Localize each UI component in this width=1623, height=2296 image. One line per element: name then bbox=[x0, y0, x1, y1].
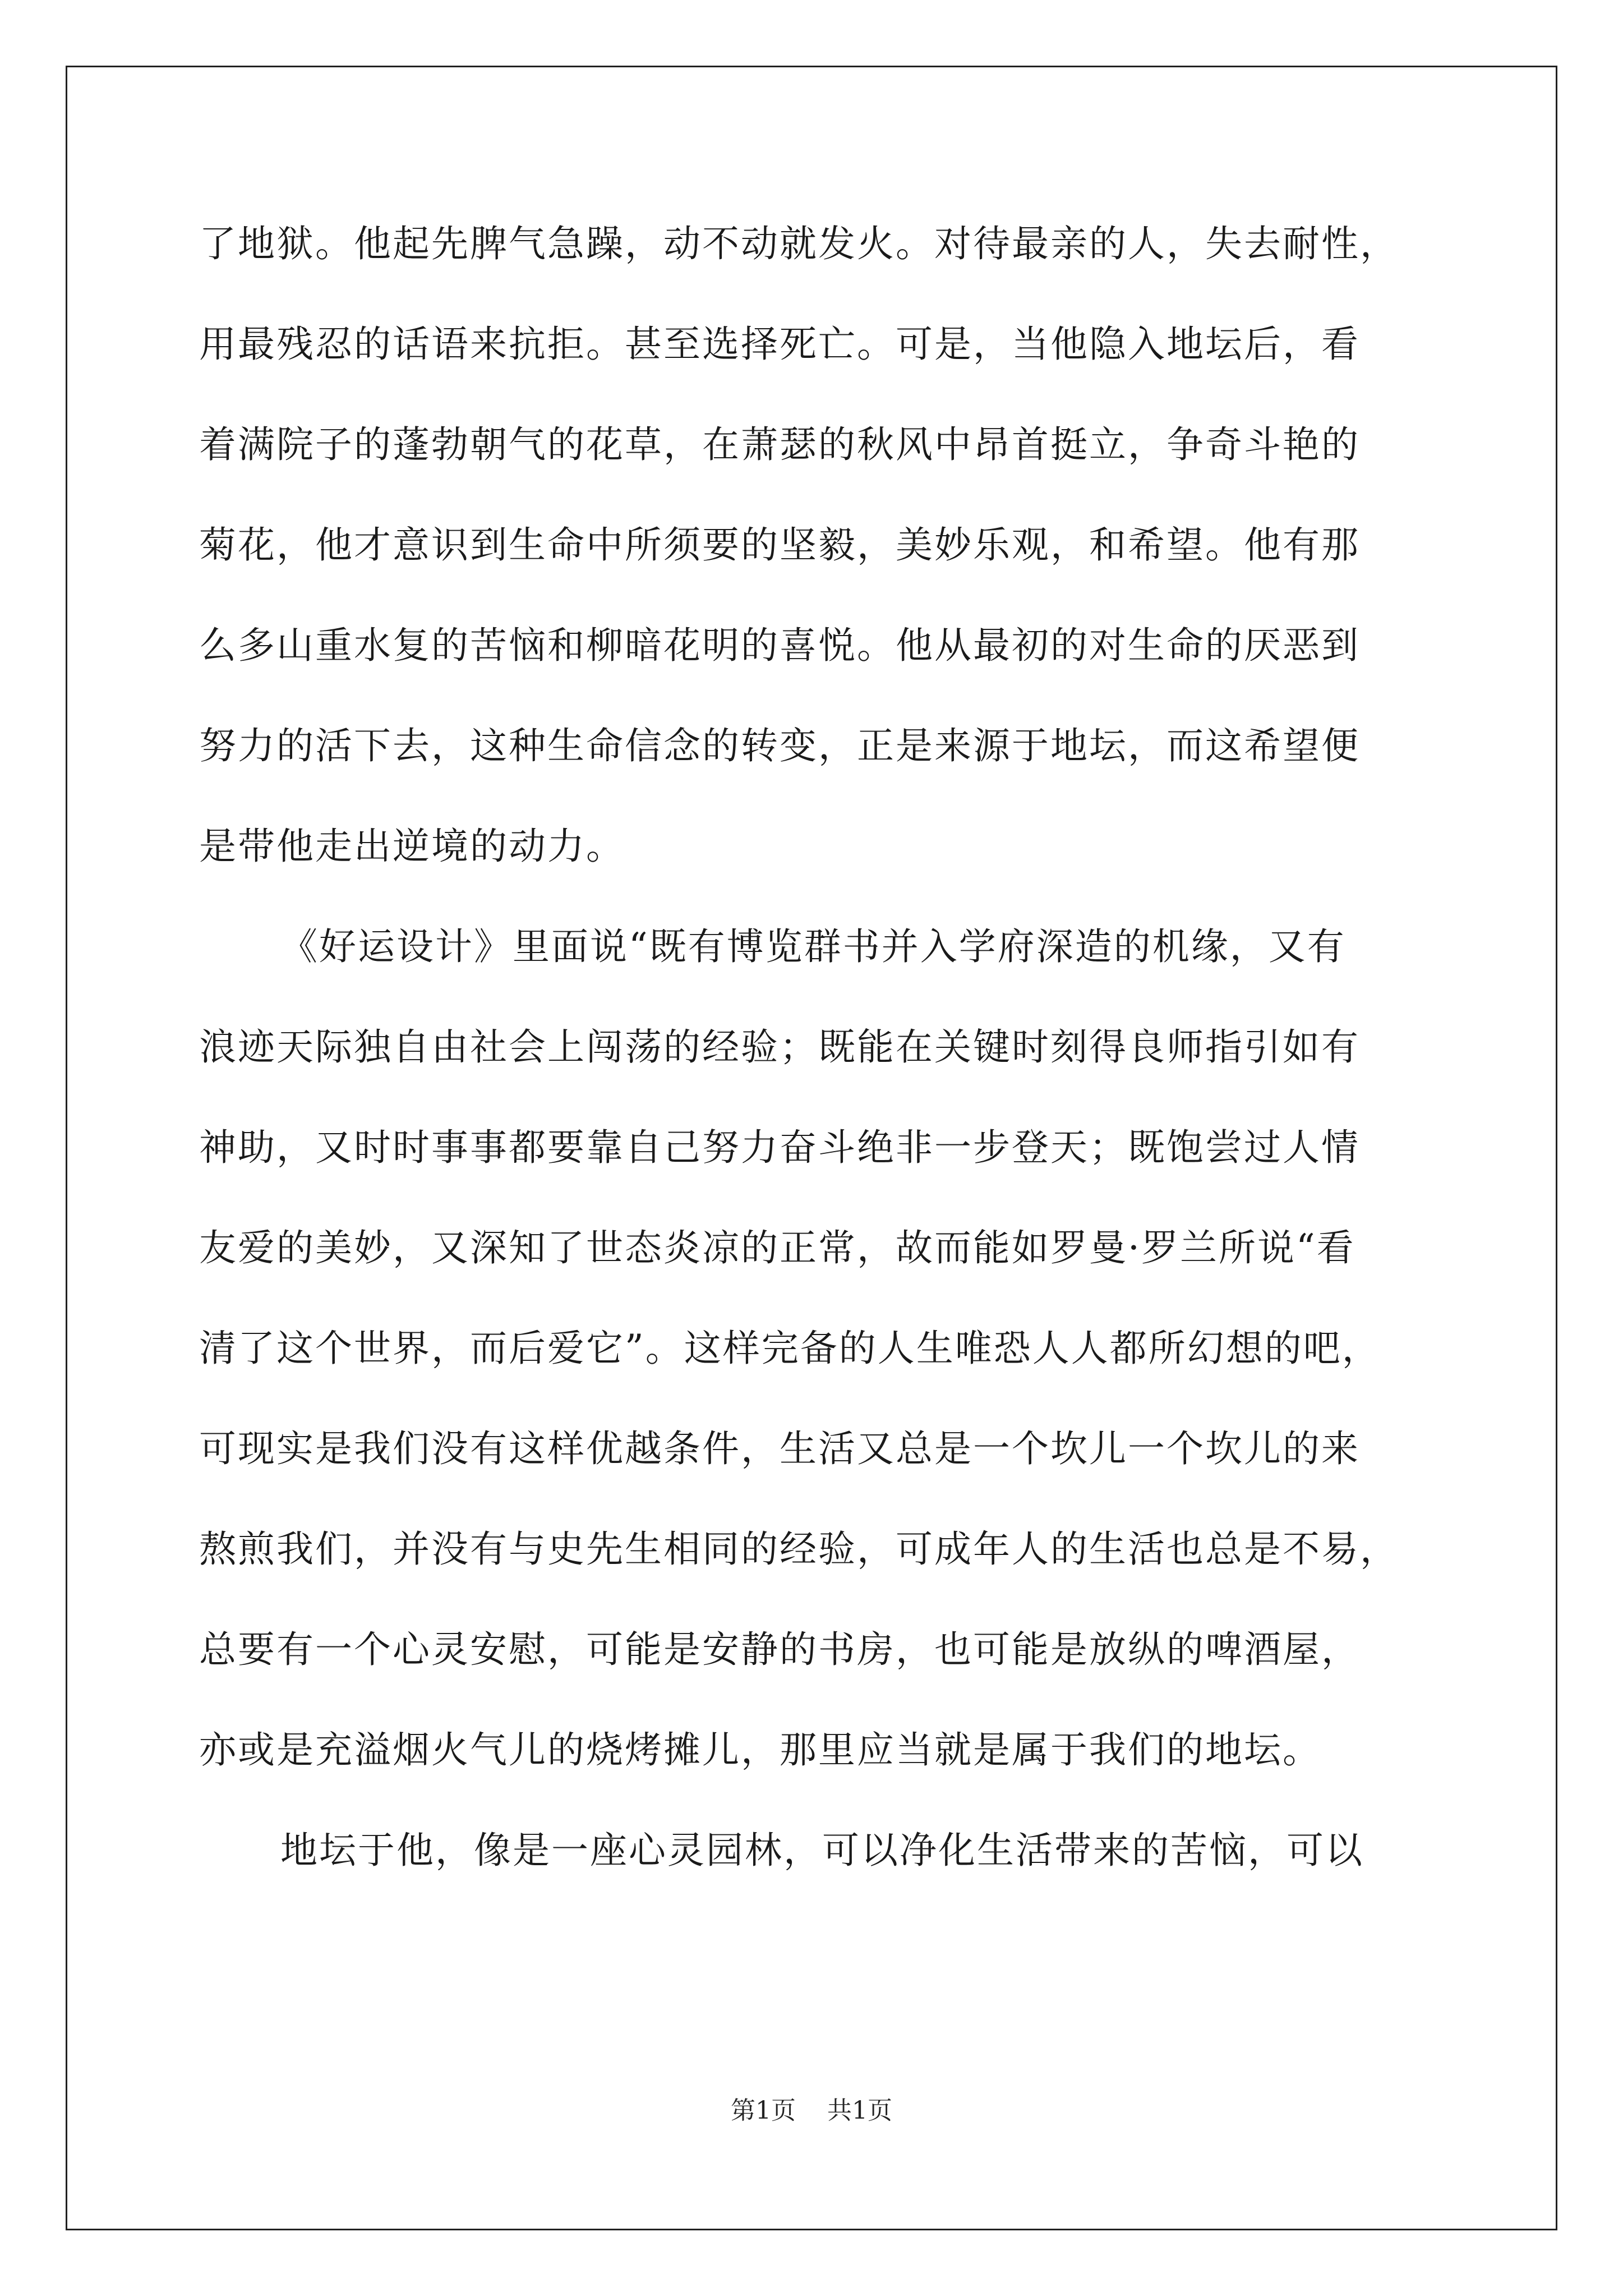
text-line: 友爱的美妙，又深知了世态炎凉的正常，故而能如罗曼·罗兰所说“看 bbox=[199, 1226, 1355, 1269]
paragraph-start-line: 《好运设计》里面说“既有博览群书并入学府深造的机缘，又有 bbox=[280, 925, 1346, 968]
text-line: 么多山重水复的苦恼和柳暗花明的喜悦。他从最初的对生命的厌恶到 bbox=[199, 624, 1360, 667]
document-body bbox=[199, 194, 1433, 1901]
text-line: 着满院子的蓬勃朝气的花草，在萧瑟的秋风中昂首挺立，争奇斗艳的 bbox=[199, 423, 1360, 466]
text-line: 熬煎我们，并没有与史先生相同的经验，可成年人的生活也总是不易， bbox=[199, 1527, 1399, 1571]
text-line: 了地狱。他起先脾气急躁，动不动就发火。对待最亲的人，失去耐性， bbox=[199, 222, 1399, 265]
paragraph-start-line: 地坛于他，像是一座心灵园林，可以净化生活带来的苦恼，可以 bbox=[280, 1829, 1364, 1872]
text-line: 用最残忍的话语来抗拒。甚至选择死亡。可是，当他隐入地坛后，看 bbox=[199, 323, 1360, 366]
text-line: 可现实是我们没有这样优越条件，生活又总是一个坎儿一个坎儿的来 bbox=[199, 1427, 1360, 1470]
text-line: 神助，又时时事事都要靠自己努力奋斗绝非一步登天；既饱尝过人情 bbox=[199, 1126, 1360, 1169]
text-line: 努力的活下去，这种生命信念的转变，正是来源于地坛，而这希望便 bbox=[199, 724, 1360, 767]
text-line: 亦或是充溢烟火气儿的烧烤摊儿，那里应当就是属于我们的地坛。 bbox=[199, 1728, 1321, 1772]
text-line: 总要有一个心灵安慰，可能是安静的书房，也可能是放纵的啤酒屋， bbox=[199, 1628, 1360, 1671]
text-line: 清了这个世界，而后爱它”。这样完备的人生唯恐人人都所幻想的吧， bbox=[199, 1327, 1381, 1370]
page-footer bbox=[0, 2095, 1623, 2127]
text-line: 是带他走出逆境的动力。 bbox=[199, 825, 625, 868]
text-line: 菊花，他才意识到生命中所须要的坚毅，美妙乐观，和希望。他有那 bbox=[199, 523, 1360, 567]
text-line: 浪迹天际独自由社会上闯荡的经验；既能在关键时刻得良师指引如有 bbox=[199, 1025, 1360, 1069]
page-number: 第1页 共1页 bbox=[731, 2096, 892, 2125]
